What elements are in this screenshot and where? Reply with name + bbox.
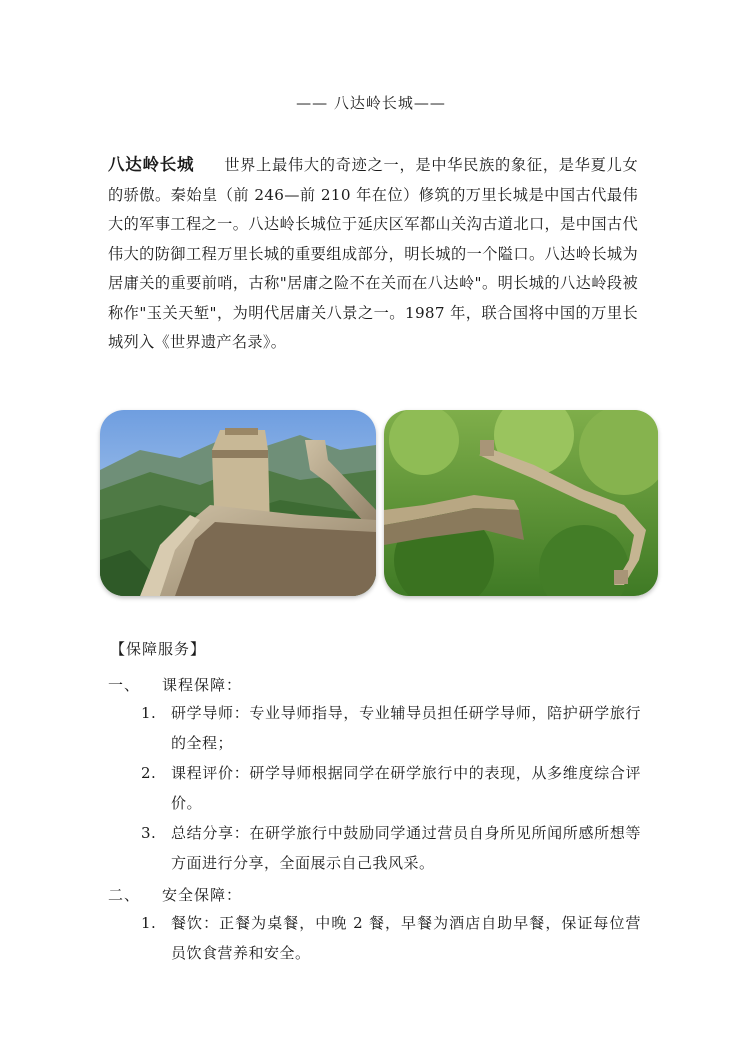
great-wall-green-hills-photo	[384, 410, 658, 596]
list-item-number: 1.	[141, 704, 157, 722]
page-title: —— 八达岭长城——	[296, 94, 446, 112]
list-item	[141, 698, 641, 758]
section-safety-guarantee	[108, 884, 242, 905]
intro-paragraph	[108, 150, 638, 358]
section-number: 二、	[108, 886, 141, 904]
intro-body-text: 世界上最伟大的奇迹之一，是中华民族的象征，是华夏儿女的骄傲。秦始皇（前 246—前 210 年在位）修筑的万里长城是中国古代最伟大的军事工程之一。八达岭长城位于延庆区军都山关沟古道北口，是中国古代伟大的防御工程万里长城的重要组成部分，明长城的一个隘口。八达岭长城为居庸关的重要前哨，古称"居庸之险不在关而在八达岭"。明长城的八达岭段被称作"玉关天堑"，为明代居庸关八景之一。1987 年，联合国将中国的万里长城列入《世界遗产名录》。	[108, 156, 638, 351]
list-item-number: 3.	[141, 824, 157, 842]
services-heading: 【保障服务】	[110, 640, 207, 658]
list-item	[141, 758, 641, 818]
intro-lead-title: 八达岭长城	[108, 155, 195, 174]
list-item-number: 1.	[141, 914, 157, 932]
list-item-text: 课程评价：研学导师根据同学在研学旅行中的表现，从多维度综合评价。	[171, 764, 641, 812]
section-title: 安全保障：	[162, 886, 243, 904]
list-item-text: 餐饮：正餐为桌餐，中晚 2 餐，早餐为酒店自助早餐，保证每位营员饮食营养和安全。	[171, 914, 641, 962]
list-item-text: 总结分享：在研学旅行中鼓励同学通过营员自身所见所闻所感所想等方面进行分享，全面展示自己我风采。	[171, 824, 641, 872]
section-number: 一、	[108, 676, 141, 694]
section-title: 课程保障：	[162, 676, 243, 694]
list-item	[141, 908, 641, 968]
section-course-guarantee	[108, 674, 242, 695]
list-item	[141, 818, 641, 878]
list-item-number: 2.	[141, 764, 157, 782]
great-wall-watchtower-photo	[100, 410, 376, 596]
list-item-text: 研学导师：专业导师指导，专业辅导员担任研学导师，陪护研学旅行的全程；	[171, 704, 641, 752]
